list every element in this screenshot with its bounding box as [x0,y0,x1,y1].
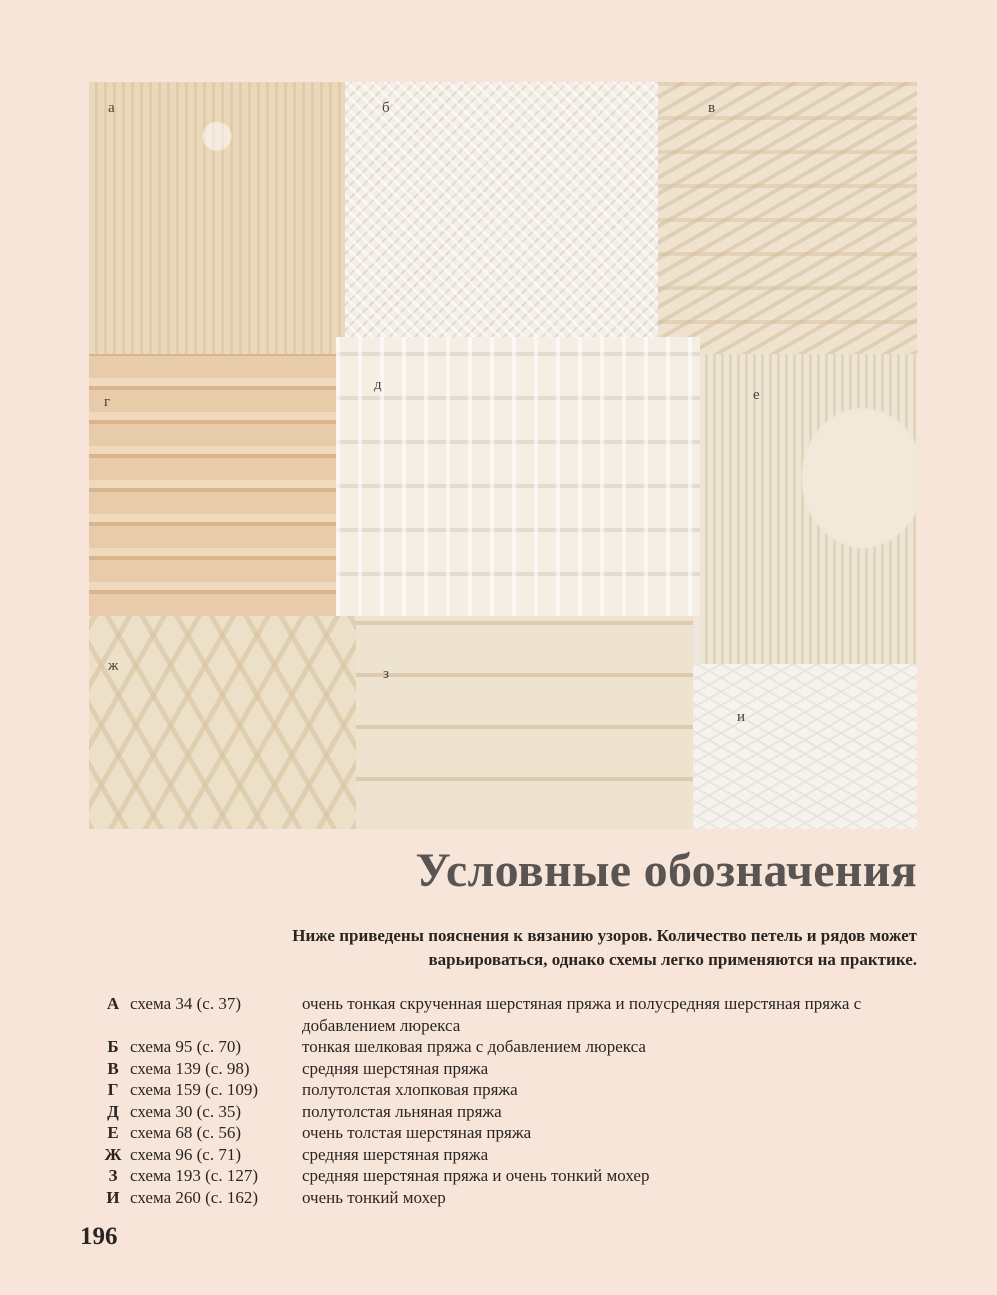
legend-row [96,1144,916,1166]
legend-row [96,1079,916,1101]
swatch-e [700,354,917,664]
swatch-d [336,337,700,616]
legend-letter: Г [107,1080,119,1099]
page-title: Условные обозначения [415,844,917,897]
legend-scheme: схема 96 (с. 71) [130,1144,241,1164]
legend-letter: Ж [104,1144,122,1164]
legend-letter: А [106,994,120,1013]
knitting-swatches-photo [89,82,917,829]
legend-desc: средняя шерстяная пряжа [302,1144,489,1164]
legend-row [96,1036,916,1058]
legend-desc: полутолстая льняная пряжа [302,1101,502,1121]
legend-scheme: схема 34 (с. 37) [130,994,241,1013]
swatch-i [693,664,917,829]
legend-scheme: схема 193 (с. 127) [130,1166,258,1185]
legend-row [96,1101,916,1123]
legend-scheme: схема 260 (с. 162) [130,1187,258,1207]
swatch-z [356,616,693,829]
swatch-zh [89,616,356,829]
legend-desc: очень тонкий мохер [302,1187,446,1207]
swatch-v [658,82,917,354]
swatch-label-i: и [737,709,746,725]
swatch-label-g: г [104,394,111,410]
legend-desc: средняя шерстяная пряжа и очень тонкий мохер [302,1166,650,1185]
swatch-label-e: е [753,387,760,403]
swatch-label-zh: ж [108,658,119,674]
swatch-label-b: б [382,100,390,116]
swatch-a [89,82,345,354]
swatch-label-v: в [708,100,716,116]
page-number: 196 [80,1223,118,1250]
legend-row [96,1058,916,1080]
legend-desc: средняя шерстяная пряжа [302,1058,489,1078]
legend-letter: Д [107,1101,119,1121]
legend-desc: полутолстая хлопковая пряжа [302,1080,518,1099]
legend-letter: Е [107,1123,119,1142]
legend-desc: очень толстая шерстяная пряжа [302,1123,532,1142]
swatch-label-a: а [108,100,115,116]
legend-letter: В [107,1058,119,1078]
swatch-label-d: д [374,377,382,393]
legend-scheme: схема 95 (с. 70) [130,1037,241,1056]
swatch-b [345,82,658,337]
legend-desc: тонкая шелковая пряжа с добавлением люрекса [302,1037,646,1056]
legend-scheme: схема 139 (с. 98) [130,1058,250,1078]
legend-row [96,993,916,1036]
legend-letter: З [108,1166,118,1185]
legend-scheme: схема 30 (с. 35) [130,1101,241,1121]
legend-row [96,1187,916,1209]
legend-letter: И [106,1187,120,1207]
legend-list [96,993,916,1208]
legend-row [96,1122,916,1144]
swatch-label-z: з [383,666,389,682]
intro-text: Ниже приведены пояснения к вязанию узоров. Количество петель и рядов может варьироваться, однако схемы легко применяются на практике. [292,926,917,969]
swatch-g [89,354,336,616]
legend-scheme: схема 159 (с. 109) [130,1080,258,1099]
legend-scheme: схема 68 (с. 56) [130,1123,241,1142]
legend-desc: очень тонкая скрученная шерстяная пряжа и полусредняя шерстяная пряжа с добавлением люрекса [302,994,862,1035]
legend-row [96,1165,916,1187]
legend-letter: Б [107,1037,119,1056]
